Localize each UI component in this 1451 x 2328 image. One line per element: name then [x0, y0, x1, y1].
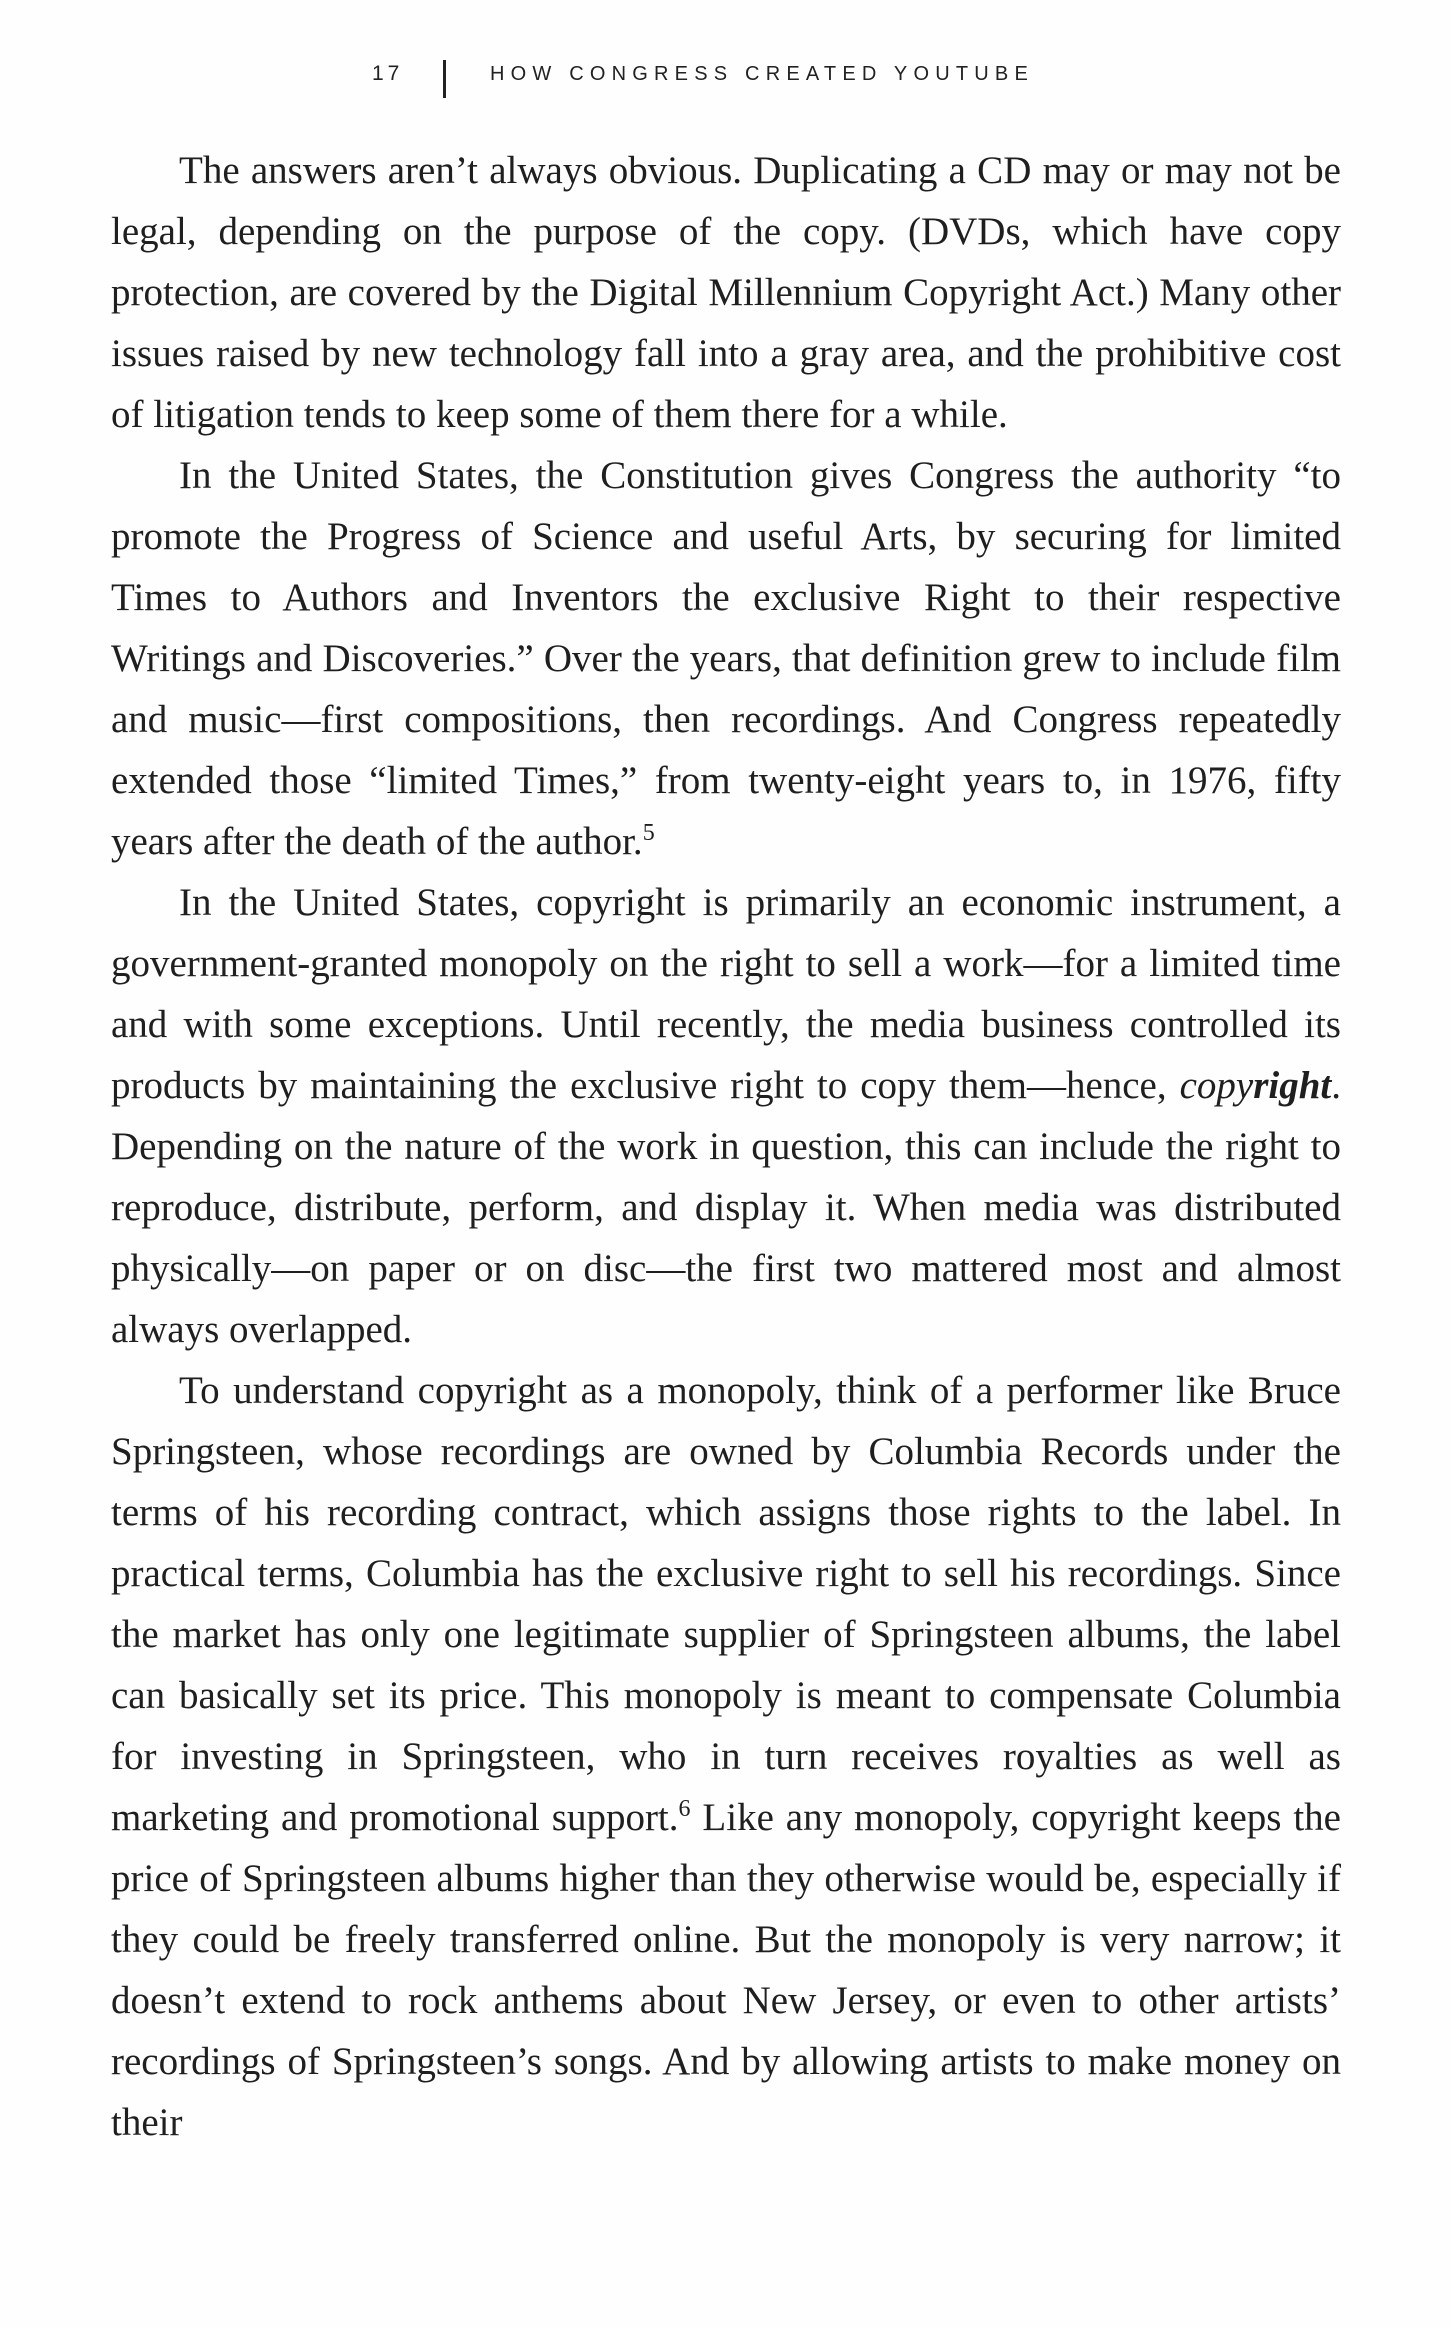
header-divider	[443, 60, 446, 98]
footnote-marker-6: 6	[678, 1796, 691, 1822]
body-text	[111, 140, 1341, 2153]
paragraph-2-text: In the United States, the Constitution gives Congress the authority “to promote the Progress of Science and useful Arts, by securing for limited Times to Authors and Inventors the exclusive Right to their respective Writings and Discoveries.” Over the years, that definition grew to include film and music—first compositions, then recordings. And Congress repeatedly extended those “limited Times,” from twenty-eight years to, in 1976, fifty years after the death of the author.	[111, 454, 1341, 863]
footnote-marker-5: 5	[642, 820, 655, 846]
paragraph-1-text: The answers aren’t always obvious. Duplicating a CD may or may not be legal, depending on the purpose of the copy. (DVDs, which have copy protection, are covered by the Digital Millennium Copyright Act.) Many other issues raised by new technology fall into a gray area, and the prohibitive cost of litigation tends to keep some of them there for a while.	[111, 149, 1341, 436]
paragraph-3-text-end: . Depending on the nature of the work in question, this can include the right to reproduce, distribute, perform, and display it. When media was distributed physically—on paper or on disc—the first two mattered most and almost always overlapped.	[111, 1064, 1341, 1351]
paragraph-2	[111, 445, 1341, 872]
paragraph-4-text-start: To understand copyright as a monopoly, think of a performer like Bruce Springsteen, whose recordings are owned by Columbia Records under the terms of his recording contract, which assigns those rights to the label. In practical terms, Columbia has the exclusive right to sell his recordings. Since the market has only one legitimate supplier of Springsteen albums, the label can basically set its price. This monopoly is meant to compensate Columbia for investing in Springsteen, who in turn receives royalties as well as marketing and promotional support.	[111, 1369, 1341, 1839]
paragraph-4	[111, 1360, 1341, 2153]
paragraph-1	[111, 140, 1341, 445]
page-number: 17	[372, 62, 404, 85]
paragraph-3-text-start: In the United States, copyright is primarily an economic instrument, a government-granted monopoly on the right to sell a work—for a limited time and with some exceptions. Until recently, the media business controlled its products by maintaining the exclusive right to copy them—hence,	[111, 881, 1341, 1107]
running-title: HOW CONGRESS CREATED YOUTUBE	[490, 63, 1035, 85]
emphasis-copy: copy	[1179, 1064, 1254, 1107]
paragraph-3	[111, 872, 1341, 1360]
running-head	[0, 60, 1451, 100]
emphasis-right: right	[1253, 1064, 1332, 1107]
paragraph-4-text-end: Like any monopoly, copyright keeps the price of Springsteen albums higher than they otherwise would be, especially if they could be freely transferred online. But the monopoly is very narrow; it doesn’t extend to rock anthems about New Jersey, or even to other artists’ recordings of Springsteen’s songs. And by allowing artists to make money on their	[111, 1796, 1341, 2144]
